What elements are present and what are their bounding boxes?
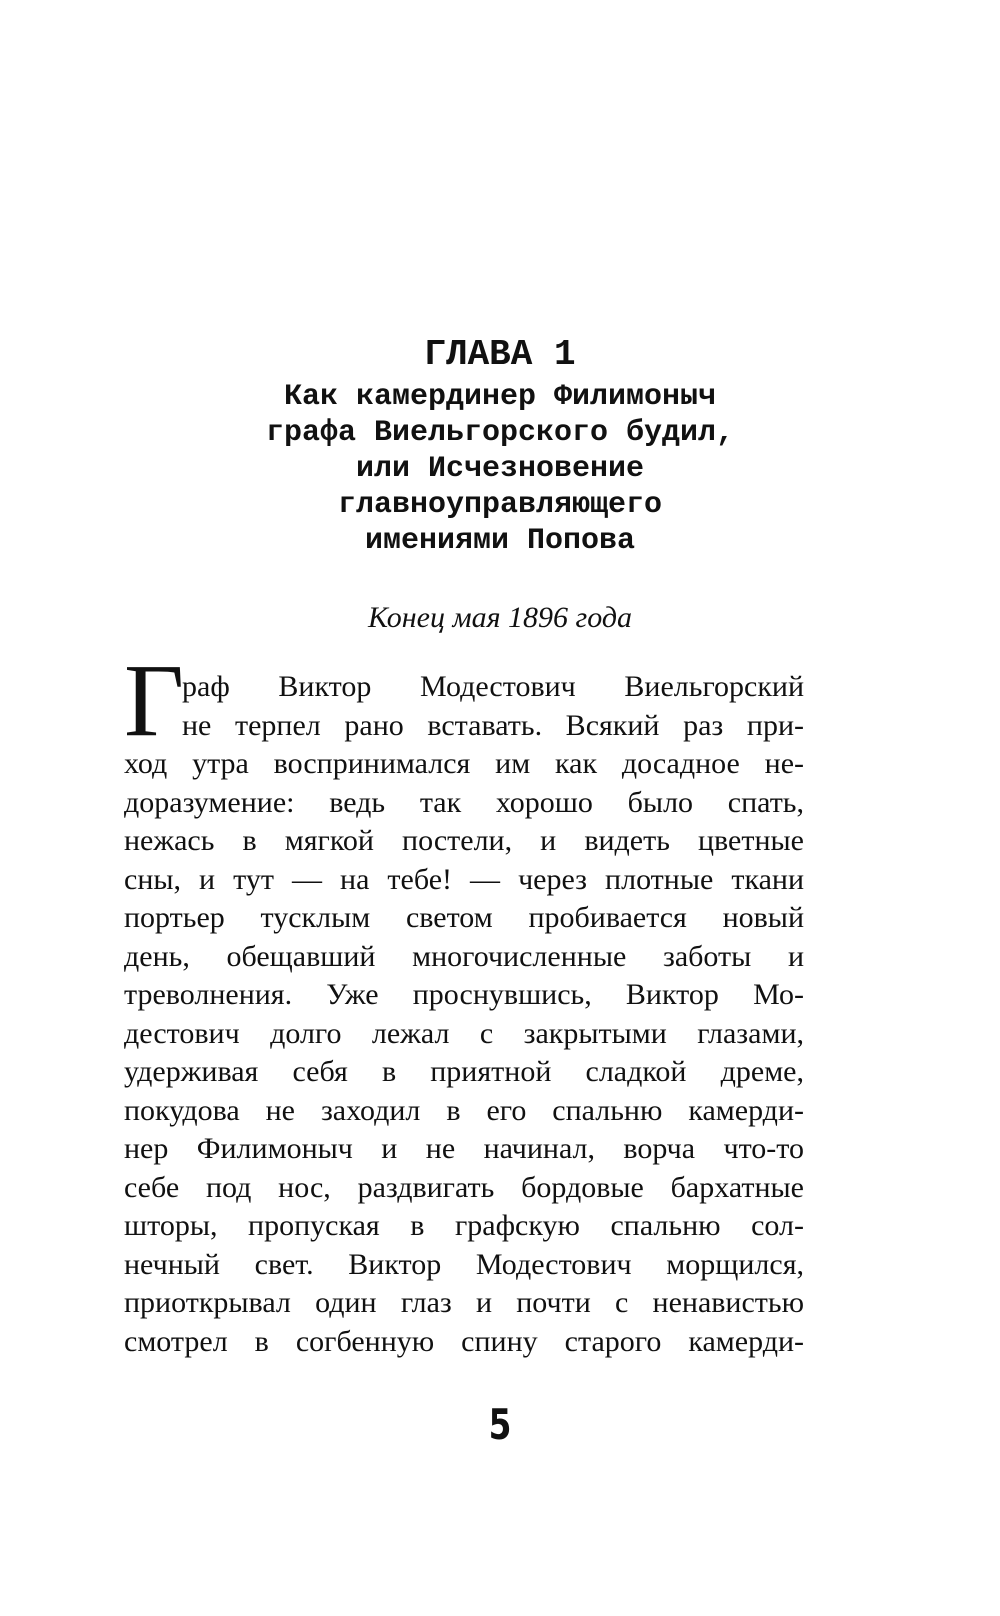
- body-line: шторы, пропуская в графскую спальню сол-: [124, 1209, 804, 1242]
- body-line: сны, и тут — на тебе! — через плотные ткани: [124, 862, 804, 896]
- chapter-title-line: главноуправляющего: [337, 488, 663, 522]
- body-line: день, обещавший многочисленные заботы и: [124, 939, 804, 973]
- date-line: Конец мая 1896 года: [367, 601, 633, 634]
- body-line: доразумение: ведь так хорошо было спать,: [124, 785, 804, 819]
- body-line: смотрел в согбенную спину старого камерди-: [124, 1324, 804, 1358]
- body-line: дестович долго лежал с закрытыми глазами,: [124, 1016, 804, 1050]
- body-line: приоткрывал один глаз и почти с ненавистью: [124, 1286, 804, 1319]
- chapter-title-line: Как камердинер Филимоныч: [283, 380, 717, 414]
- body-line: нечный свет. Виктор Модестович морщился,: [124, 1247, 804, 1281]
- chapter-number: ГЛАВА 1: [424, 334, 576, 375]
- body-line: раф Виктор Модестович Виельгорский: [182, 670, 804, 703]
- body-line: треволнения. Уже проснувшись, Виктор Мо-: [124, 978, 804, 1011]
- body-line: себе под нос, раздвигать бордовые бархатные: [124, 1170, 804, 1204]
- drop-cap: Г: [124, 643, 185, 758]
- body-line: ход утра воспринимался им как досадное не-: [124, 747, 804, 780]
- body-line: портьер тусклым светом пробивается новый: [124, 901, 804, 934]
- page-number: 5: [488, 1400, 512, 1449]
- chapter-title-line: имениями Попова: [364, 524, 636, 558]
- body-line: не терпел рано вставать. Всякий раз при-: [182, 708, 804, 742]
- chapter-title-line: графа Виельгорского будил,: [265, 416, 735, 450]
- body-line: нер Филимоныч и не начинал, ворча что-то: [124, 1132, 804, 1165]
- body-line: нежась в мягкой постели, и видеть цветные: [124, 824, 804, 857]
- chapter-title: [0, 379, 1000, 559]
- body-line: удерживая себя в приятной сладкой дреме,: [124, 1055, 804, 1088]
- chapter-title-line: или Исчезновение: [355, 452, 645, 486]
- body-paragraph: [124, 668, 804, 1361]
- body-line: покудова не заходил в его спальню камерди-: [124, 1093, 804, 1127]
